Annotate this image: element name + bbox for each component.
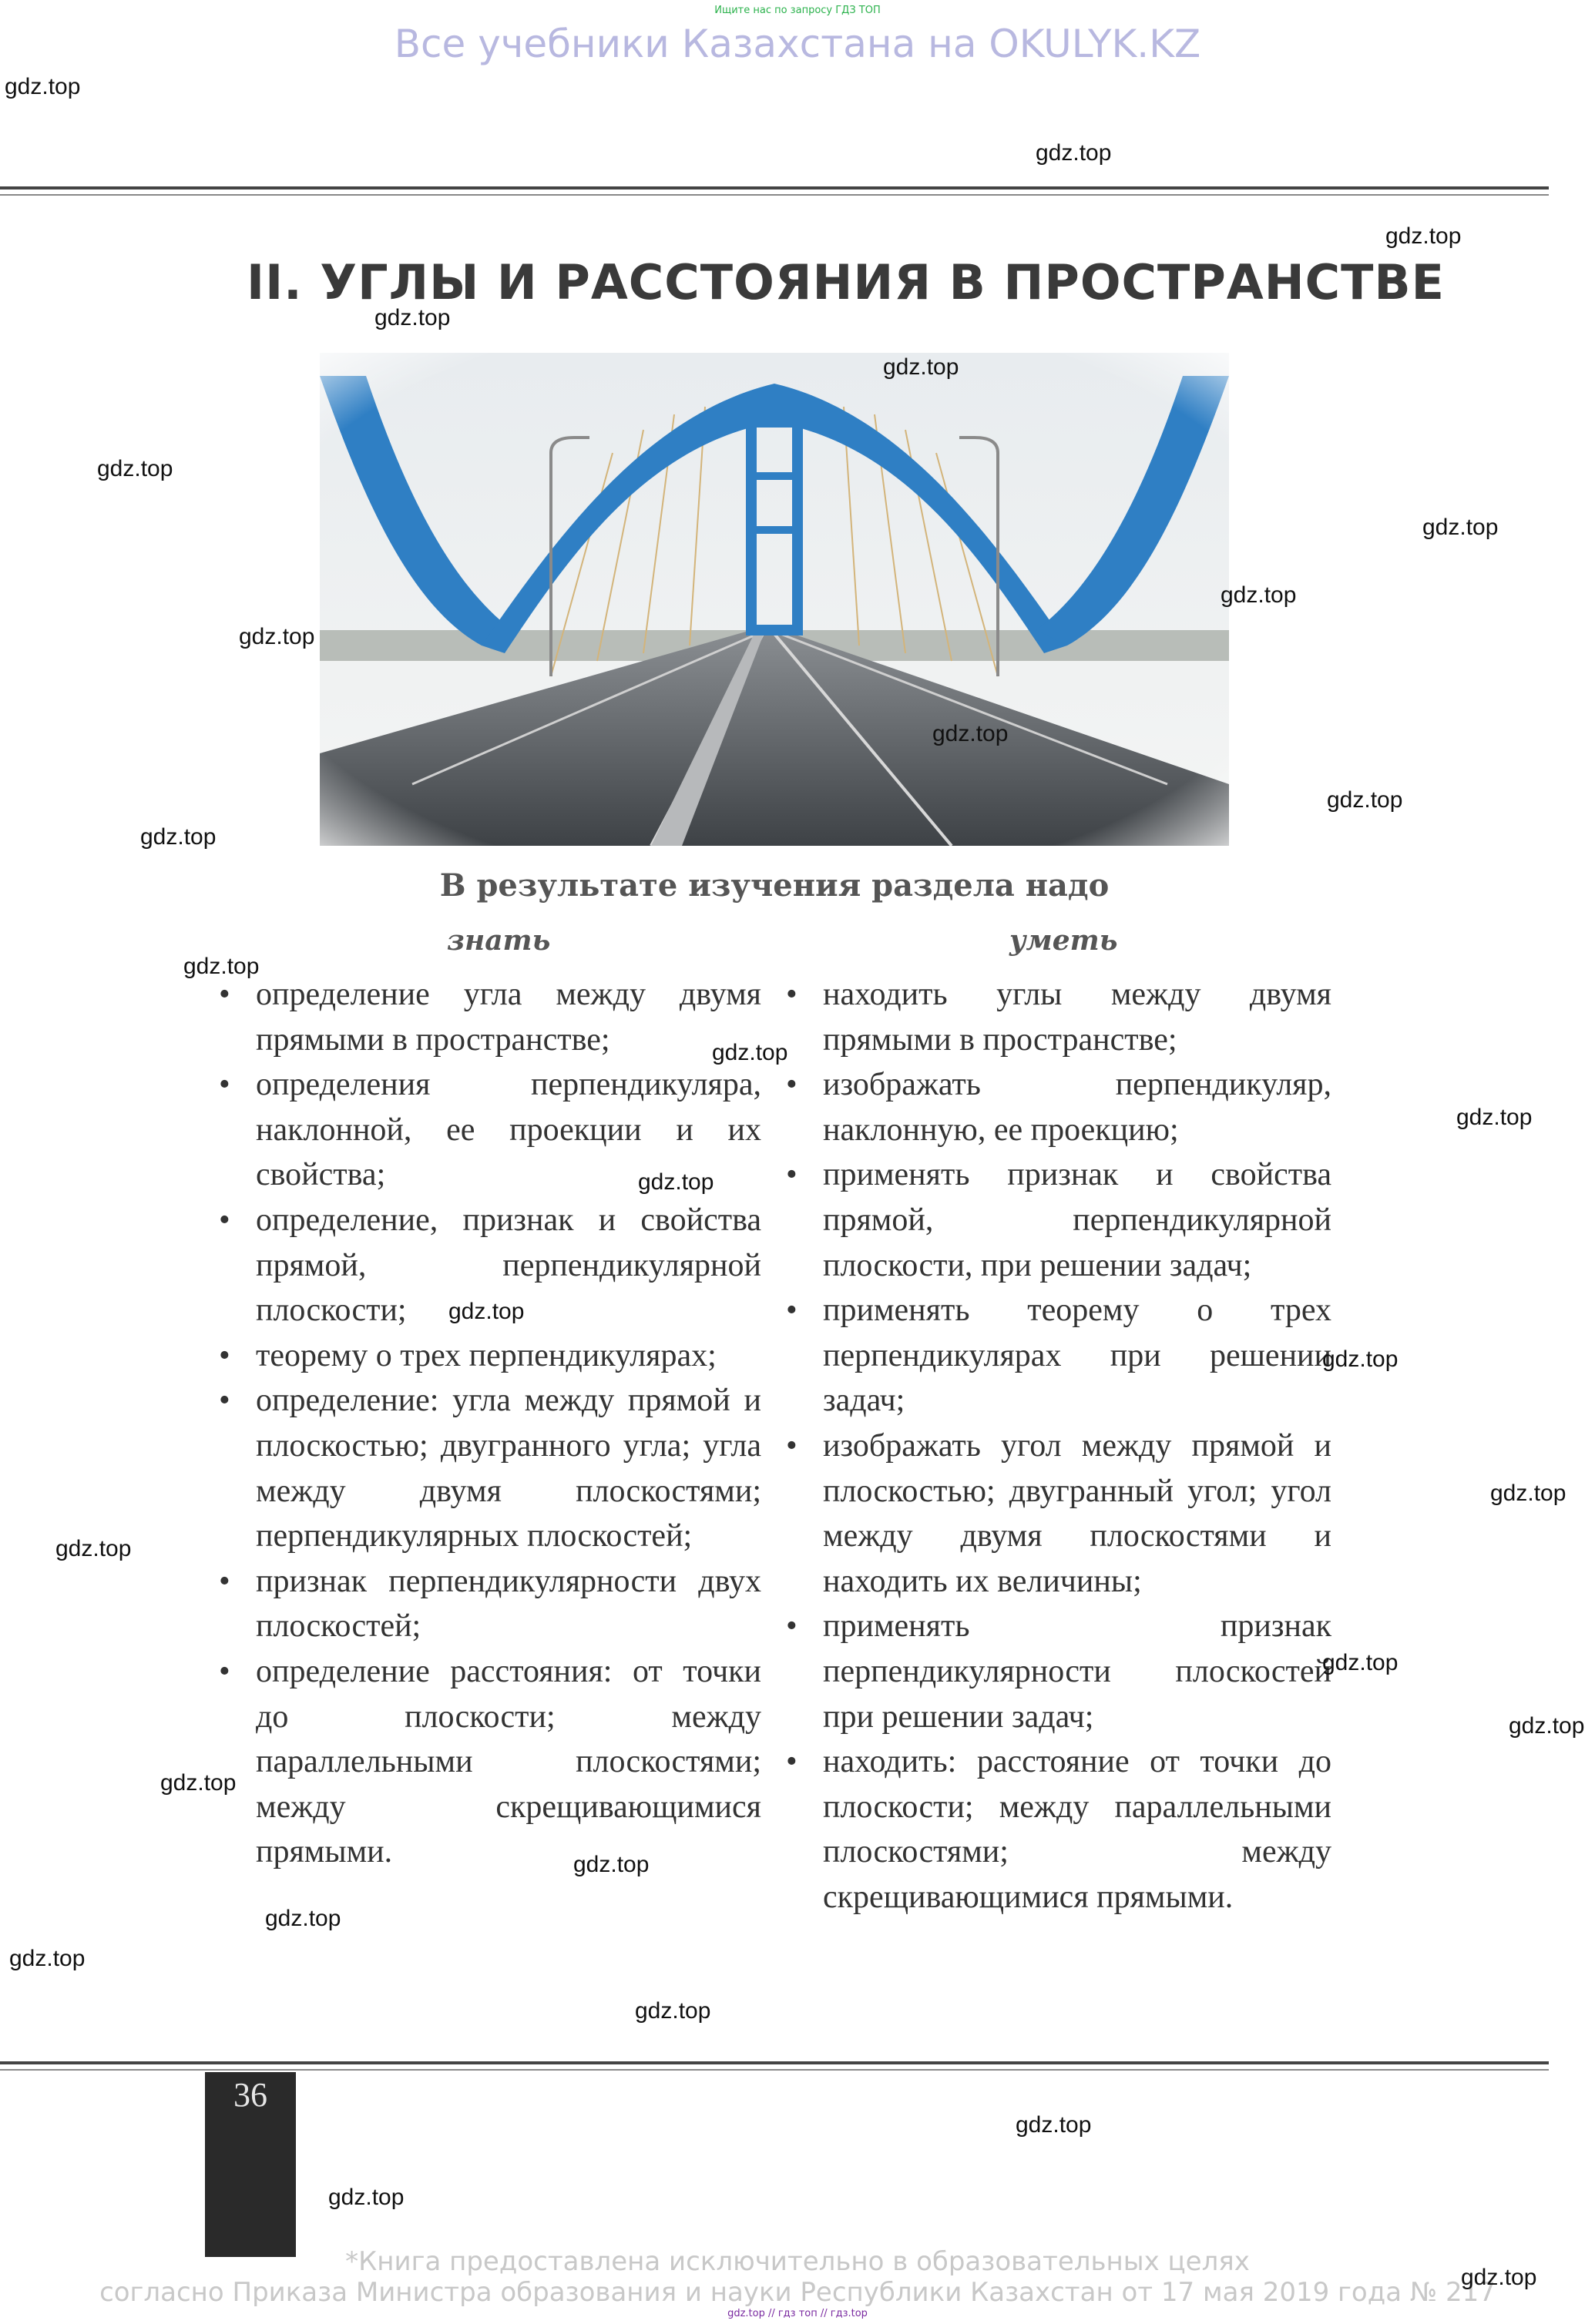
bottom-divider-thin <box>0 2069 1549 2071</box>
footer-links[interactable]: gdz.top // гдз топ // гдз.top <box>727 2308 868 2319</box>
watermark: gdz.top <box>1385 223 1462 249</box>
search-note: Ищите нас по запросу ГДЗ ТОП <box>714 5 881 16</box>
page-number: 36 <box>233 2076 267 2114</box>
footer-notice-line1: *Книга предоставлена исключительно в образовательных целях <box>345 2246 1250 2277</box>
watermark: gdz.top <box>1490 1481 1566 1506</box>
watermark: gdz.top <box>883 354 959 380</box>
watermark: gdz.top <box>265 1906 341 1931</box>
watermark: gdz.top <box>328 2185 405 2210</box>
watermark: gdz.top <box>1456 1105 1533 1130</box>
watermark: gdz.top <box>1016 2112 1092 2138</box>
watermark: gdz.top <box>9 1946 86 1971</box>
know-list <box>256 972 761 1875</box>
know-label: знать <box>447 924 551 957</box>
can-item: • изображать перпендикуляр, наклонную, ее проекцию; <box>823 1062 1331 1152</box>
site-title[interactable]: Все учебники Казахстана на OKULYK.KZ <box>394 22 1201 66</box>
watermark: gdz.top <box>55 1536 132 1561</box>
can-list <box>823 972 1331 1920</box>
watermark: gdz.top <box>1461 2265 1537 2290</box>
know-item: • определение: угла между прямой и плоскостью; двугранного угла; угла между двумя плоскостями; перпендикулярных плоскостей; <box>256 1378 761 1558</box>
can-item: • изображать угол между прямой и плоскостью; двугранный угол; угол между двумя плоскостями и находить их величины; <box>823 1424 1331 1604</box>
watermark: gdz.top <box>573 1852 650 1877</box>
can-item: • применять теорему о трех перпендикулярах при решении задач; <box>823 1288 1331 1424</box>
know-item: • определение, признак и свойства прямой, перпендикулярной плоскости; <box>256 1198 761 1333</box>
watermark: gdz.top <box>183 954 260 979</box>
watermark: gdz.top <box>932 721 1009 746</box>
can-item: • применять признак перпендикулярности плоскостей при решении задач; <box>823 1604 1331 1739</box>
watermark: gdz.top <box>1322 1650 1399 1675</box>
section-heading: В результате изучения раздела надо <box>439 867 1110 904</box>
watermark: gdz.top <box>1327 787 1403 813</box>
watermark: gdz.top <box>712 1040 788 1065</box>
top-divider-thin <box>0 194 1549 196</box>
top-divider <box>0 186 1549 189</box>
watermark: gdz.top <box>448 1299 525 1324</box>
watermark: gdz.top <box>1509 1713 1585 1739</box>
chapter-title: II. УГЛЫ И РАССТОЯНИЯ В ПРОСТРАНСТВЕ <box>247 254 1446 310</box>
watermark: gdz.top <box>97 456 173 481</box>
bridge-photo <box>320 353 1229 846</box>
watermark: gdz.top <box>635 1998 711 2024</box>
know-item: • определение расстояния: от точки до плоскости; между параллельными плоскостями; между скрещивающимися прямыми. <box>256 1649 761 1875</box>
know-item: • теорему о трех перпендикулярах; <box>256 1333 761 1379</box>
bottom-divider <box>0 2061 1549 2064</box>
watermark: gdz.top <box>1422 515 1499 540</box>
watermark: gdz.top <box>1036 140 1112 166</box>
watermark: gdz.top <box>1221 582 1297 608</box>
watermark: gdz.top <box>374 305 451 330</box>
can-item: • применять признак и свойства прямой, перпендикулярной плоскости, при решении задач; <box>823 1152 1331 1288</box>
watermark: gdz.top <box>140 824 217 850</box>
know-item: • определения перпендикуляра, наклонной, ее проекции и их свойства; <box>256 1062 761 1198</box>
can-item: • находить: расстояние от точки до плоскости; между параллельными плоскостями; между скрещивающимися прямыми. <box>823 1739 1331 1920</box>
know-item: • признак перпендикулярности двух плоскостей; <box>256 1559 761 1649</box>
watermark: gdz.top <box>160 1770 237 1796</box>
can-item: • находить углы между двумя прямыми в пространстве; <box>823 972 1331 1062</box>
can-label: уметь <box>1009 924 1118 957</box>
watermark: gdz.top <box>5 74 81 99</box>
watermark: gdz.top <box>239 624 315 649</box>
footer-notice-line2: согласно Приказа Министра образования и науки Республики Казахстан от 17 мая 2019 года № 217 <box>99 2277 1496 2308</box>
know-item: • определение угла между двумя прямыми в пространстве; <box>256 972 761 1062</box>
watermark: gdz.top <box>638 1169 714 1195</box>
watermark: gdz.top <box>1322 1346 1399 1372</box>
